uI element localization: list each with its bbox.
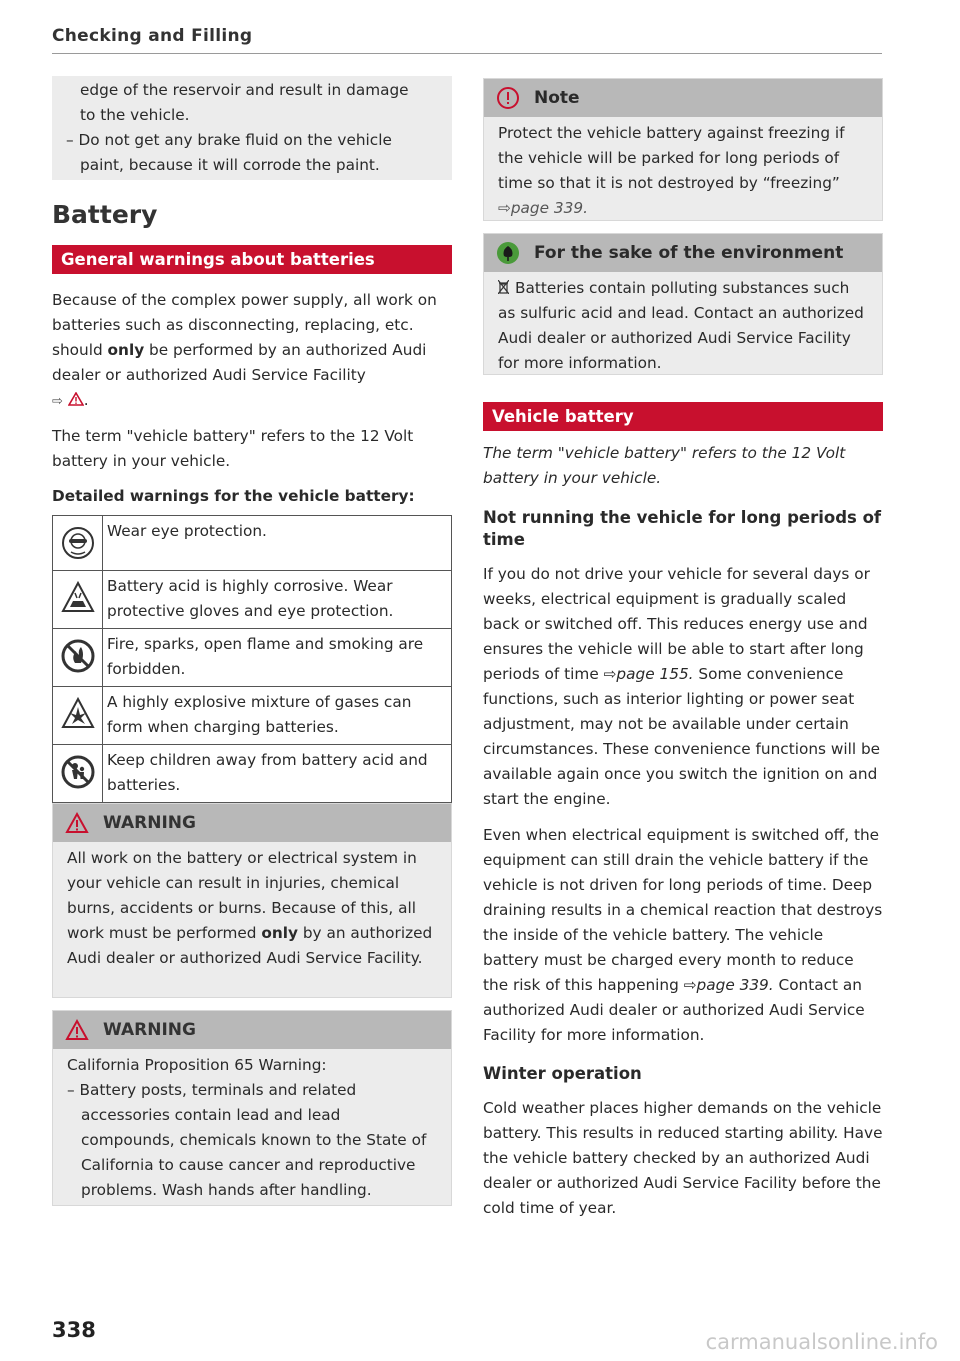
note-label: Note xyxy=(534,88,580,108)
explosive-icon xyxy=(61,697,95,729)
paragraph-text: If you do not drive your vehicle for several days or weeks, electrical equipment is gradually scaled back or switched off. This reduces energy use and ensures the vehicle will be able to start after long periods of time xyxy=(483,565,870,683)
section-title: Battery xyxy=(52,200,158,229)
eye-protection-icon xyxy=(61,526,95,560)
battery-warnings-table xyxy=(52,515,452,803)
table-icon-cell xyxy=(53,629,103,687)
table-row xyxy=(53,629,452,687)
table-text-cell: Keep children away from battery acid and batteries. xyxy=(103,745,452,803)
long-periods-paragraph-1 xyxy=(483,562,883,812)
vehicle-battery-intro: The term "vehicle battery" refers to the 12 Volt battery in your vehicle. xyxy=(483,444,846,487)
header-title: Checking and Filling xyxy=(52,26,253,46)
table-row xyxy=(53,687,452,745)
long-periods-heading: Not running the vehicle for long periods of time xyxy=(483,508,882,549)
environment-leaf-icon xyxy=(496,241,520,265)
paragraph-text: Because of the complex power supply, all work on batteries such as disconnecting, replacing, etc. should xyxy=(52,291,437,359)
info-circle-icon xyxy=(496,86,520,110)
table-icon-cell xyxy=(53,687,103,745)
note-box xyxy=(483,78,883,221)
table-text-cell: Fire, sparks, open flame and smoking are forbidden. xyxy=(103,629,452,687)
winter-operation-paragraph: Cold weather places higher demands on the vehicle battery. This results in reduced starting ability. Have the vehicle battery checked by an authorized Audi dealer or authorized Audi Service Facility before the cold time of year. xyxy=(483,1099,883,1217)
table-text-cell: A highly explosive mixture of gases can form when charging batteries. xyxy=(103,687,452,745)
warning-body xyxy=(53,1049,451,1205)
warning-item: – Battery posts, terminals and related accessories contain lead and lead compounds, chemicals known to the State of California to cause cancer and reproductive problems. Wash hands after handling. xyxy=(67,1081,427,1199)
no-fire-icon xyxy=(61,639,95,673)
paragraph-text: Some convenience functions, such as interior lighting or power seat adjustment, may not be available under certain circumstances. These convenience functions will be available again once you switch the ignition on and start the engine. xyxy=(483,665,881,808)
warning-label: WARNING xyxy=(103,813,196,833)
page-header xyxy=(52,24,882,54)
continuation-item: – Do not get any brake fluid on the vehicle paint, because it will corrode the paint. xyxy=(66,131,392,174)
note-text-part: Protect the vehicle battery against freezing if the vehicle will be parked for long periods of time so that it is not destroyed by “freezing” xyxy=(498,124,845,192)
warning-box-1 xyxy=(52,803,452,998)
general-warnings-paragraph-2: The term "vehicle battery" refers to the 12 Volt battery in your vehicle. xyxy=(52,427,414,470)
environment-text-part: Batteries contain polluting substances such as sulfuric acid and lead. Contact an authorized Audi dealer or authorized Audi Service Facility for more information. xyxy=(498,279,864,372)
warning-header xyxy=(53,804,451,842)
paragraph-bold: only xyxy=(107,341,145,359)
general-warnings-paragraph-1: Because of the complex power supply, all work on batteries such as disconnecting, replacing, etc. should only be performed by an authorized Audi dealer or authorized Audi Service Facility ⇨ . xyxy=(52,291,437,409)
table-text-cell: Battery acid is highly corrosive. Wear protective gloves and eye protection. xyxy=(103,571,452,629)
table-icon-cell xyxy=(53,516,103,571)
environment-box xyxy=(483,233,883,375)
long-periods-paragraph-2 xyxy=(483,823,883,1048)
winter-operation-heading: Winter operation xyxy=(483,1064,642,1083)
general-warnings-heading: General warnings about batteries xyxy=(52,245,452,274)
recycle-bin-icon xyxy=(498,280,509,294)
table-icon-cell xyxy=(53,571,103,629)
note-text xyxy=(498,121,868,221)
paragraph-text: Contact an authorized Audi dealer or authorized Audi Service Facility for more information. xyxy=(483,976,865,1044)
paragraph-text: be performed by an authorized Audi dealer or authorized Audi Service Facility xyxy=(52,341,427,384)
environment-header xyxy=(484,234,882,272)
table-text-cell: Wear eye protection. xyxy=(103,516,452,571)
warning-text-part: by an authorized Audi dealer or authorized Audi Service Facility. xyxy=(67,924,433,967)
note-page-reference[interactable]: ⇨page 339. xyxy=(498,199,588,217)
warning-label: WARNING xyxy=(103,1020,196,1040)
continuation-line-1: edge of the reservoir and result in damage xyxy=(80,81,409,99)
note-body xyxy=(484,117,882,220)
note-header xyxy=(484,79,882,117)
paragraph-text: Even when electrical equipment is switched off, the equipment can still drain the vehicle battery if the vehicle is not driven for long periods of time. Deep draining results in a chemical reaction that destroys the inside of the vehicle battery. The vehicle battery must be charged every month to reduce the risk of this happening xyxy=(483,826,883,994)
page-reference[interactable]: ⇨page 155. xyxy=(603,665,694,683)
page-number: 338 xyxy=(52,1318,96,1342)
table-row xyxy=(53,516,452,571)
page-reference[interactable]: ⇨page 339. xyxy=(683,976,774,994)
warning-intro: California Proposition 65 Warning: xyxy=(67,1056,327,1074)
warning-triangle-icon xyxy=(68,392,84,406)
table-row xyxy=(53,745,452,803)
warning-body xyxy=(53,842,451,997)
vehicle-battery-heading: Vehicle battery xyxy=(483,402,883,431)
environment-label: For the sake of the environment xyxy=(534,243,844,263)
continuation-line-2: to the vehicle. xyxy=(80,106,190,124)
detailed-warnings-heading: Detailed warnings for the vehicle battery: xyxy=(52,487,415,505)
table-row xyxy=(53,571,452,629)
environment-text xyxy=(498,276,868,376)
warning-triangle-icon xyxy=(65,1018,89,1042)
reference-arrow[interactable]: ⇨ xyxy=(52,394,63,409)
warning-triangle-icon xyxy=(65,811,89,835)
table-icon-cell xyxy=(53,745,103,803)
warning-bold: only xyxy=(261,924,298,942)
keep-children-away-icon xyxy=(61,755,95,789)
warning-text-part: All work on the battery or electrical system in your vehicle can result in injuries, chemical burns, accidents or burns. Because of this, all work must be performed xyxy=(67,849,417,942)
environment-body xyxy=(484,272,882,374)
watermark: carmanualsonline.info xyxy=(705,1330,938,1354)
continuation-box xyxy=(52,76,452,180)
warning-box-2 xyxy=(52,1010,452,1206)
warning-text xyxy=(67,846,437,971)
corrosive-icon xyxy=(61,581,95,613)
warning-header xyxy=(53,1011,451,1049)
